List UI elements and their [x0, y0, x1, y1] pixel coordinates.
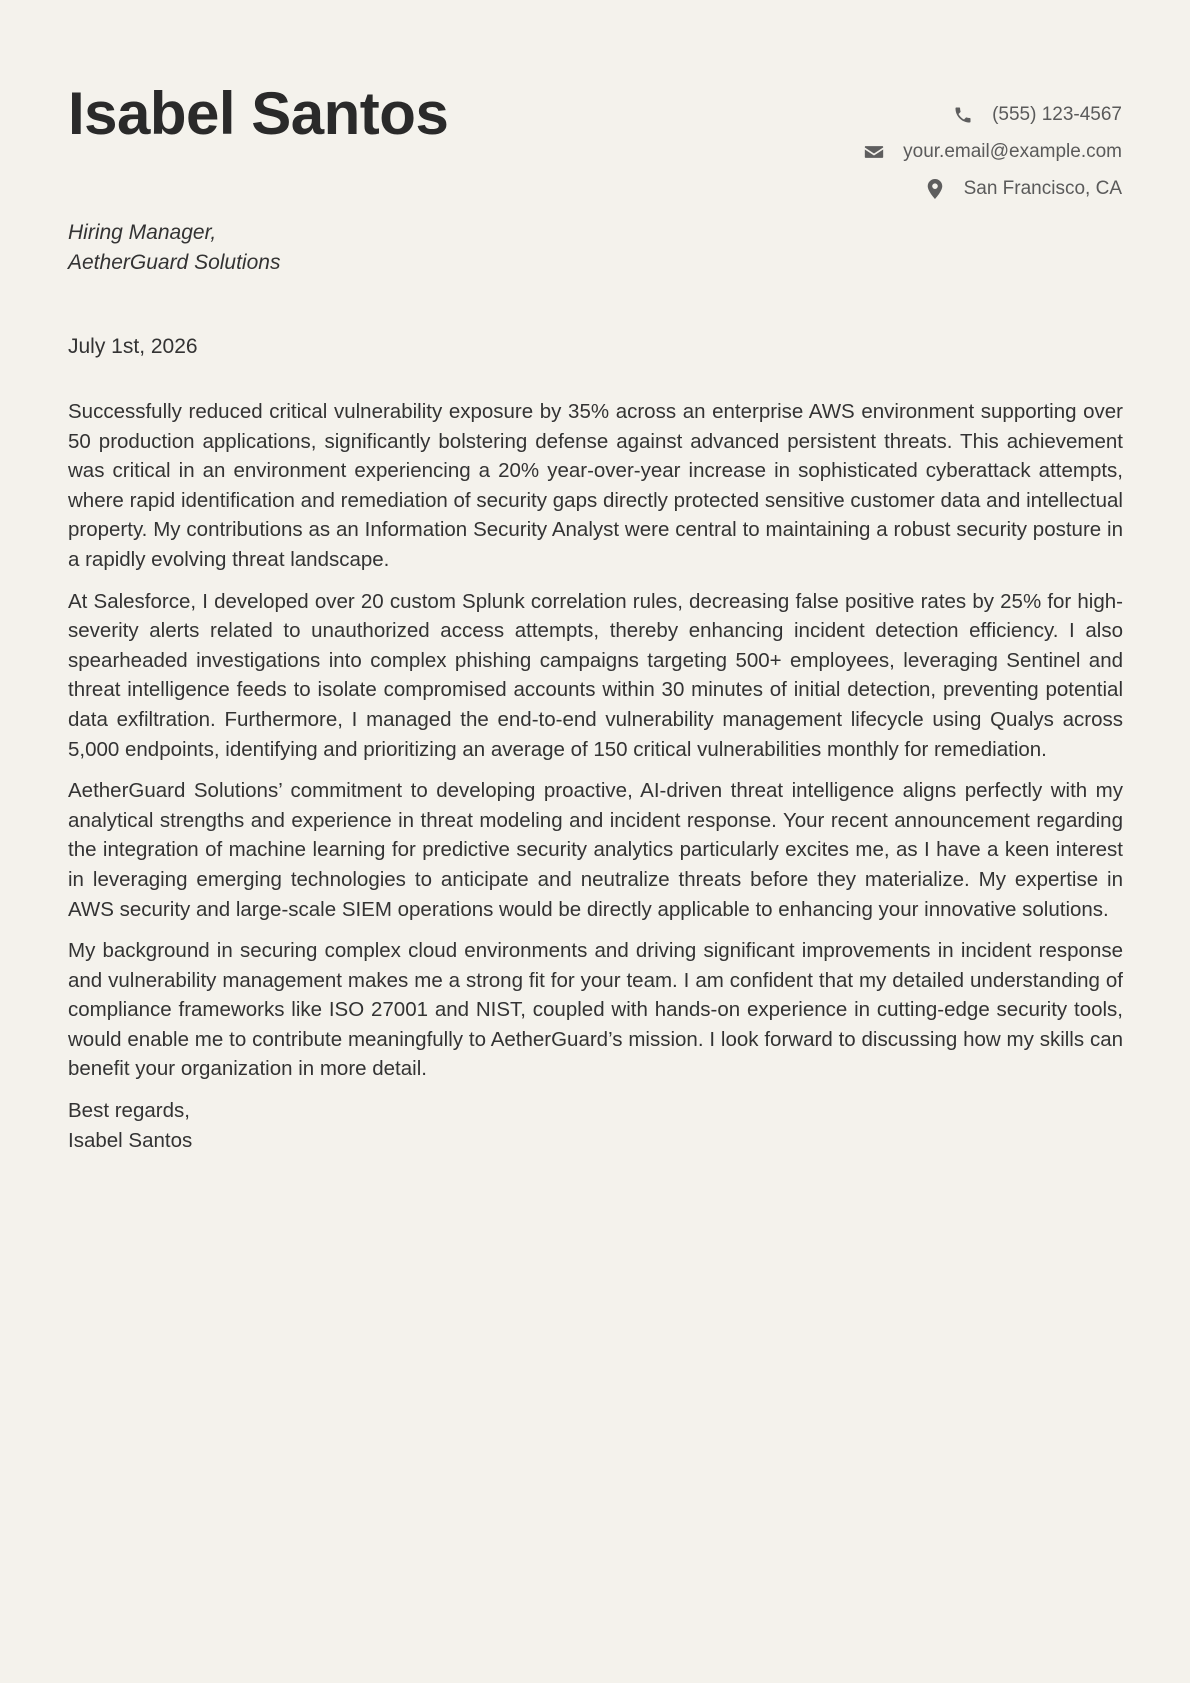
- contact-info: [702, 96, 1122, 207]
- envelope-icon: [863, 141, 885, 163]
- letter-date: July 1st, 2026: [68, 335, 198, 358]
- contact-phone: [702, 96, 1122, 133]
- phone-text: (555) 123-4567: [992, 103, 1122, 125]
- closing-signature: Isabel Santos: [68, 1128, 193, 1152]
- closing-salutation: Best regards,: [68, 1099, 190, 1123]
- letter-body: [68, 397, 1123, 1155]
- phone-icon: [952, 104, 974, 126]
- body-paragraph: My background in securing complex cloud environments and driving significant improvements in incident response and vulnerability management makes me a strong fit for your team. I am confident that my detailed understanding of compliance frameworks like ISO 27001 and NIST, coupled with hands-on experience in cutting-edge security tools, would enable me to contribute meaningfully to AetherGuard’s mission. I look forward to discussing how my skills can benefit your organization in more detail.: [68, 939, 1123, 1081]
- recipient-block: [68, 218, 280, 278]
- location-text: San Francisco, CA: [963, 177, 1122, 199]
- body-paragraph: At Salesforce, I developed over 20 custom Splunk correlation rules, decreasing false positive rates by 25% for high-severity alerts related to unauthorized access attempts, thereby enhancing incident detection efficiency. I also spearheaded investigations into complex phishing campaigns targeting 500+ employees, leveraging Sentinel and threat intelligence feeds to isolate compromised accounts within 30 minutes of initial detection, preventing potential data exfiltration. Furthermore, I managed the end-to-end vulnerability management lifecycle using Qualys across 5,000 endpoints, identifying and prioritizing an average of 150 critical vulnerabilities monthly for remediation.: [68, 589, 1123, 761]
- contact-location: [702, 170, 1122, 207]
- contact-email: [702, 133, 1122, 170]
- recipient-title: Hiring Manager,: [68, 221, 217, 244]
- map-pin-icon: [924, 178, 946, 200]
- letter-header: [68, 0, 1122, 200]
- closing-block: [68, 1096, 1123, 1155]
- recipient-company: AetherGuard Solutions: [68, 251, 281, 274]
- body-paragraph: AetherGuard Solutions’ commitment to developing proactive, AI-driven threat intelligence aligns perfectly with my analytical strengths and experience in threat modeling and incident response. Your recent announcement regarding the integration of machine learning for predictive security analytics particularly excites me, as I have a keen interest in leveraging emerging technologies to anticipate and neutralize threats before they materialize. My expertise in AWS security and large-scale SIEM operations would be directly applicable to enhancing your innovative solutions.: [68, 779, 1123, 921]
- body-paragraph: Successfully reduced critical vulnerability exposure by 35% across an enterprise AWS environment supporting over 50 production applications, significantly bolstering defense against advanced persistent threats. This achievement was critical in an environment experiencing a 20% year-over-year increase in sophisticated cyberattack attempts, where rapid identification and remediation of security gaps directly protected sensitive customer data and intellectual property. My contributions as an Information Security Analyst were central to maintaining a robust security posture in a rapidly evolving threat landscape.: [68, 400, 1123, 571]
- applicant-name: Isabel Santos: [68, 80, 449, 147]
- email-text: your.email@example.com: [903, 140, 1122, 162]
